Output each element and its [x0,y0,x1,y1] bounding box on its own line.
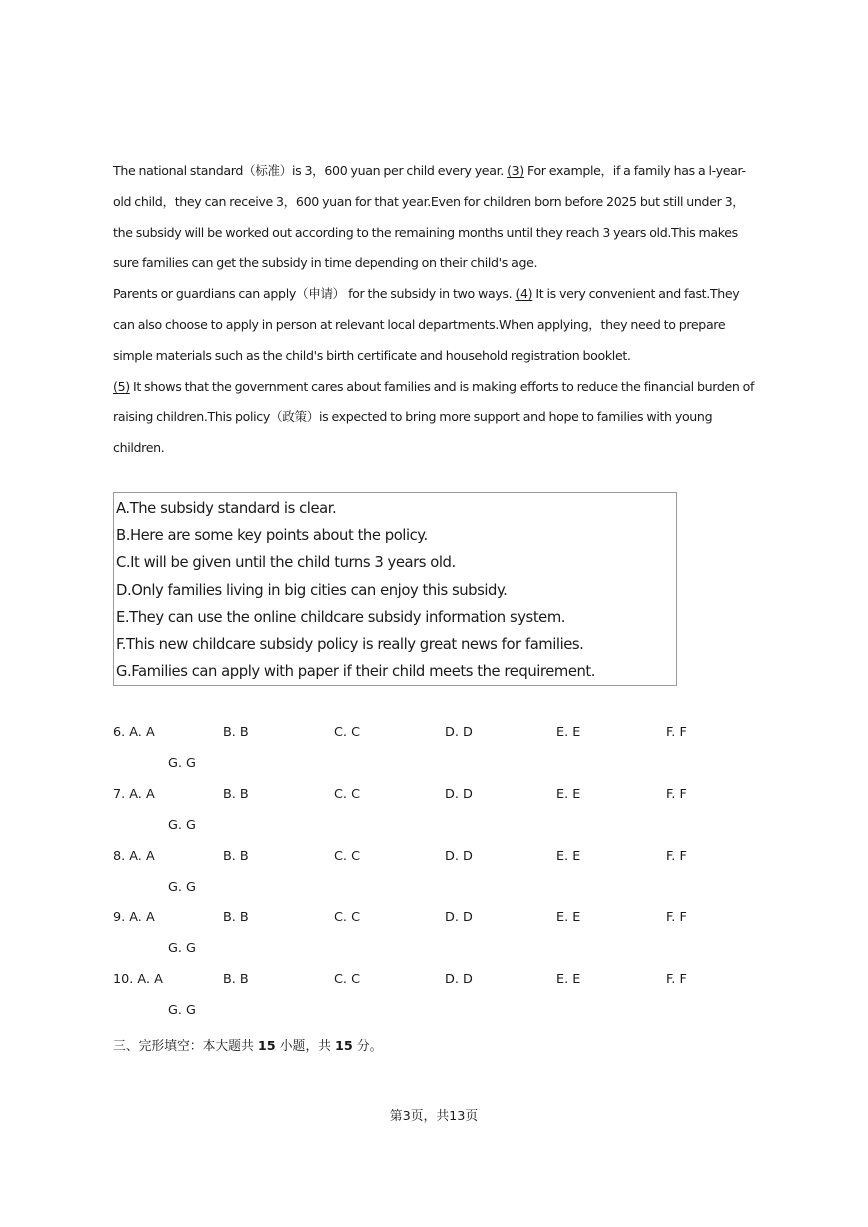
choice-b[interactable]: B. B [223,848,249,864]
choice-e[interactable]: E. E [556,848,581,864]
reading-passage [113,156,763,464]
choice-g[interactable]: G. G [168,941,196,957]
blank-3: (3) [507,163,524,178]
choice-a[interactable]: 6. A. A [113,725,155,740]
question-9 [113,905,763,967]
choice-c[interactable]: C. C [334,972,361,988]
choice-f[interactable]: F. F [666,910,687,926]
section-question-count: 15 [257,1039,276,1054]
passage-text: It shows that the government cares about families and is making efforts to reduce the financial burden of raising children.This policy（政策）is expected to bring more support and hope to families with young children. [113,378,755,456]
choice-e[interactable]: E. E [556,910,581,926]
question-8 [113,844,763,906]
section-heading-text: 分。 [352,1039,383,1054]
choice-c[interactable]: C. C [334,725,361,740]
option-g: G.Families can apply with paper if their child meets the requirement. [116,663,596,681]
question-list [113,720,763,1029]
choice-g[interactable]: G. G [168,1003,196,1019]
passage-paragraph-1 [113,156,763,279]
choice-g[interactable]: G. G [168,879,196,895]
passage-text: The national standard（标准）is 3，600 yuan per child every year. [113,163,508,178]
question-7 [113,782,763,844]
choice-f[interactable]: F. F [666,972,687,988]
choice-b[interactable]: B. B [223,725,249,740]
choice-a[interactable]: 10. A. A [113,972,163,988]
section-score: 15 [334,1039,353,1054]
passage-paragraph-2 [113,279,763,371]
question-6 [113,720,763,782]
choice-e[interactable]: E. E [556,972,581,988]
choice-d[interactable]: D. D [445,725,473,740]
options-box [113,492,677,686]
choice-d[interactable]: D. D [445,786,473,802]
passage-text: It is very convenient and fast.They can also choose to apply in person at relevant local departments.When applying，they need to prepare simple materials such as the child's birth certificate and household registration booklet. [113,286,740,363]
choice-e[interactable]: E. E [556,786,581,802]
blank-4: (4) [515,286,533,302]
choice-g[interactable]: G. G [168,756,196,771]
option-f: F.This new childcare subsidy policy is really great news for families. [116,636,584,654]
question-10 [113,967,763,1029]
choice-f[interactable]: F. F [666,725,687,740]
choice-b[interactable]: B. B [223,972,249,988]
choice-c[interactable]: C. C [334,786,361,802]
choice-b[interactable]: B. B [223,910,249,926]
section-heading [113,1035,382,1054]
choice-a[interactable]: 8. A. A [113,848,155,864]
section-heading-text: 三、完形填空：本大题共 [113,1039,258,1054]
choice-a[interactable]: 7. A. A [113,786,155,802]
choice-c[interactable]: C. C [334,848,361,864]
blank-5: (5) [113,378,130,394]
choice-g[interactable]: G. G [168,817,196,833]
page-footer: 第3页，共13页 [389,1109,479,1124]
option-b: B.Here are some key points about the policy. [116,527,428,545]
option-e: E.They can use the online childcare subsidy information system. [116,608,566,626]
option-d: D.Only families living in big cities can enjoy this subsidy. [116,581,508,599]
choice-f[interactable]: F. F [666,848,687,864]
choice-a[interactable]: 9. A. A [113,910,155,926]
passage-text: For example，if a family has a l-year-old child，they can receive 3，600 yuan for that year.Even for children born before 2025 but still under 3，the subsidy will be worked out according to the remaining months until they reach 3 years old.This makes sure families can get the subsidy in time depending on their child's age. [113,163,746,271]
choice-b[interactable]: B. B [223,786,249,802]
option-a: A.The subsidy standard is clear. [116,500,337,517]
choice-d[interactable]: D. D [445,910,473,926]
section-heading-text: 小题，共 [275,1039,335,1054]
passage-paragraph-3 [113,372,763,464]
choice-d[interactable]: D. D [445,972,473,988]
passage-text: Parents or guardians can apply（申请） for the subsidy in two ways. [113,286,516,302]
choice-e[interactable]: E. E [556,725,581,740]
choice-f[interactable]: F. F [666,786,687,802]
choice-d[interactable]: D. D [445,848,473,864]
option-c: C.It will be given until the child turns 3 years old. [116,554,456,572]
choice-c[interactable]: C. C [334,910,361,926]
